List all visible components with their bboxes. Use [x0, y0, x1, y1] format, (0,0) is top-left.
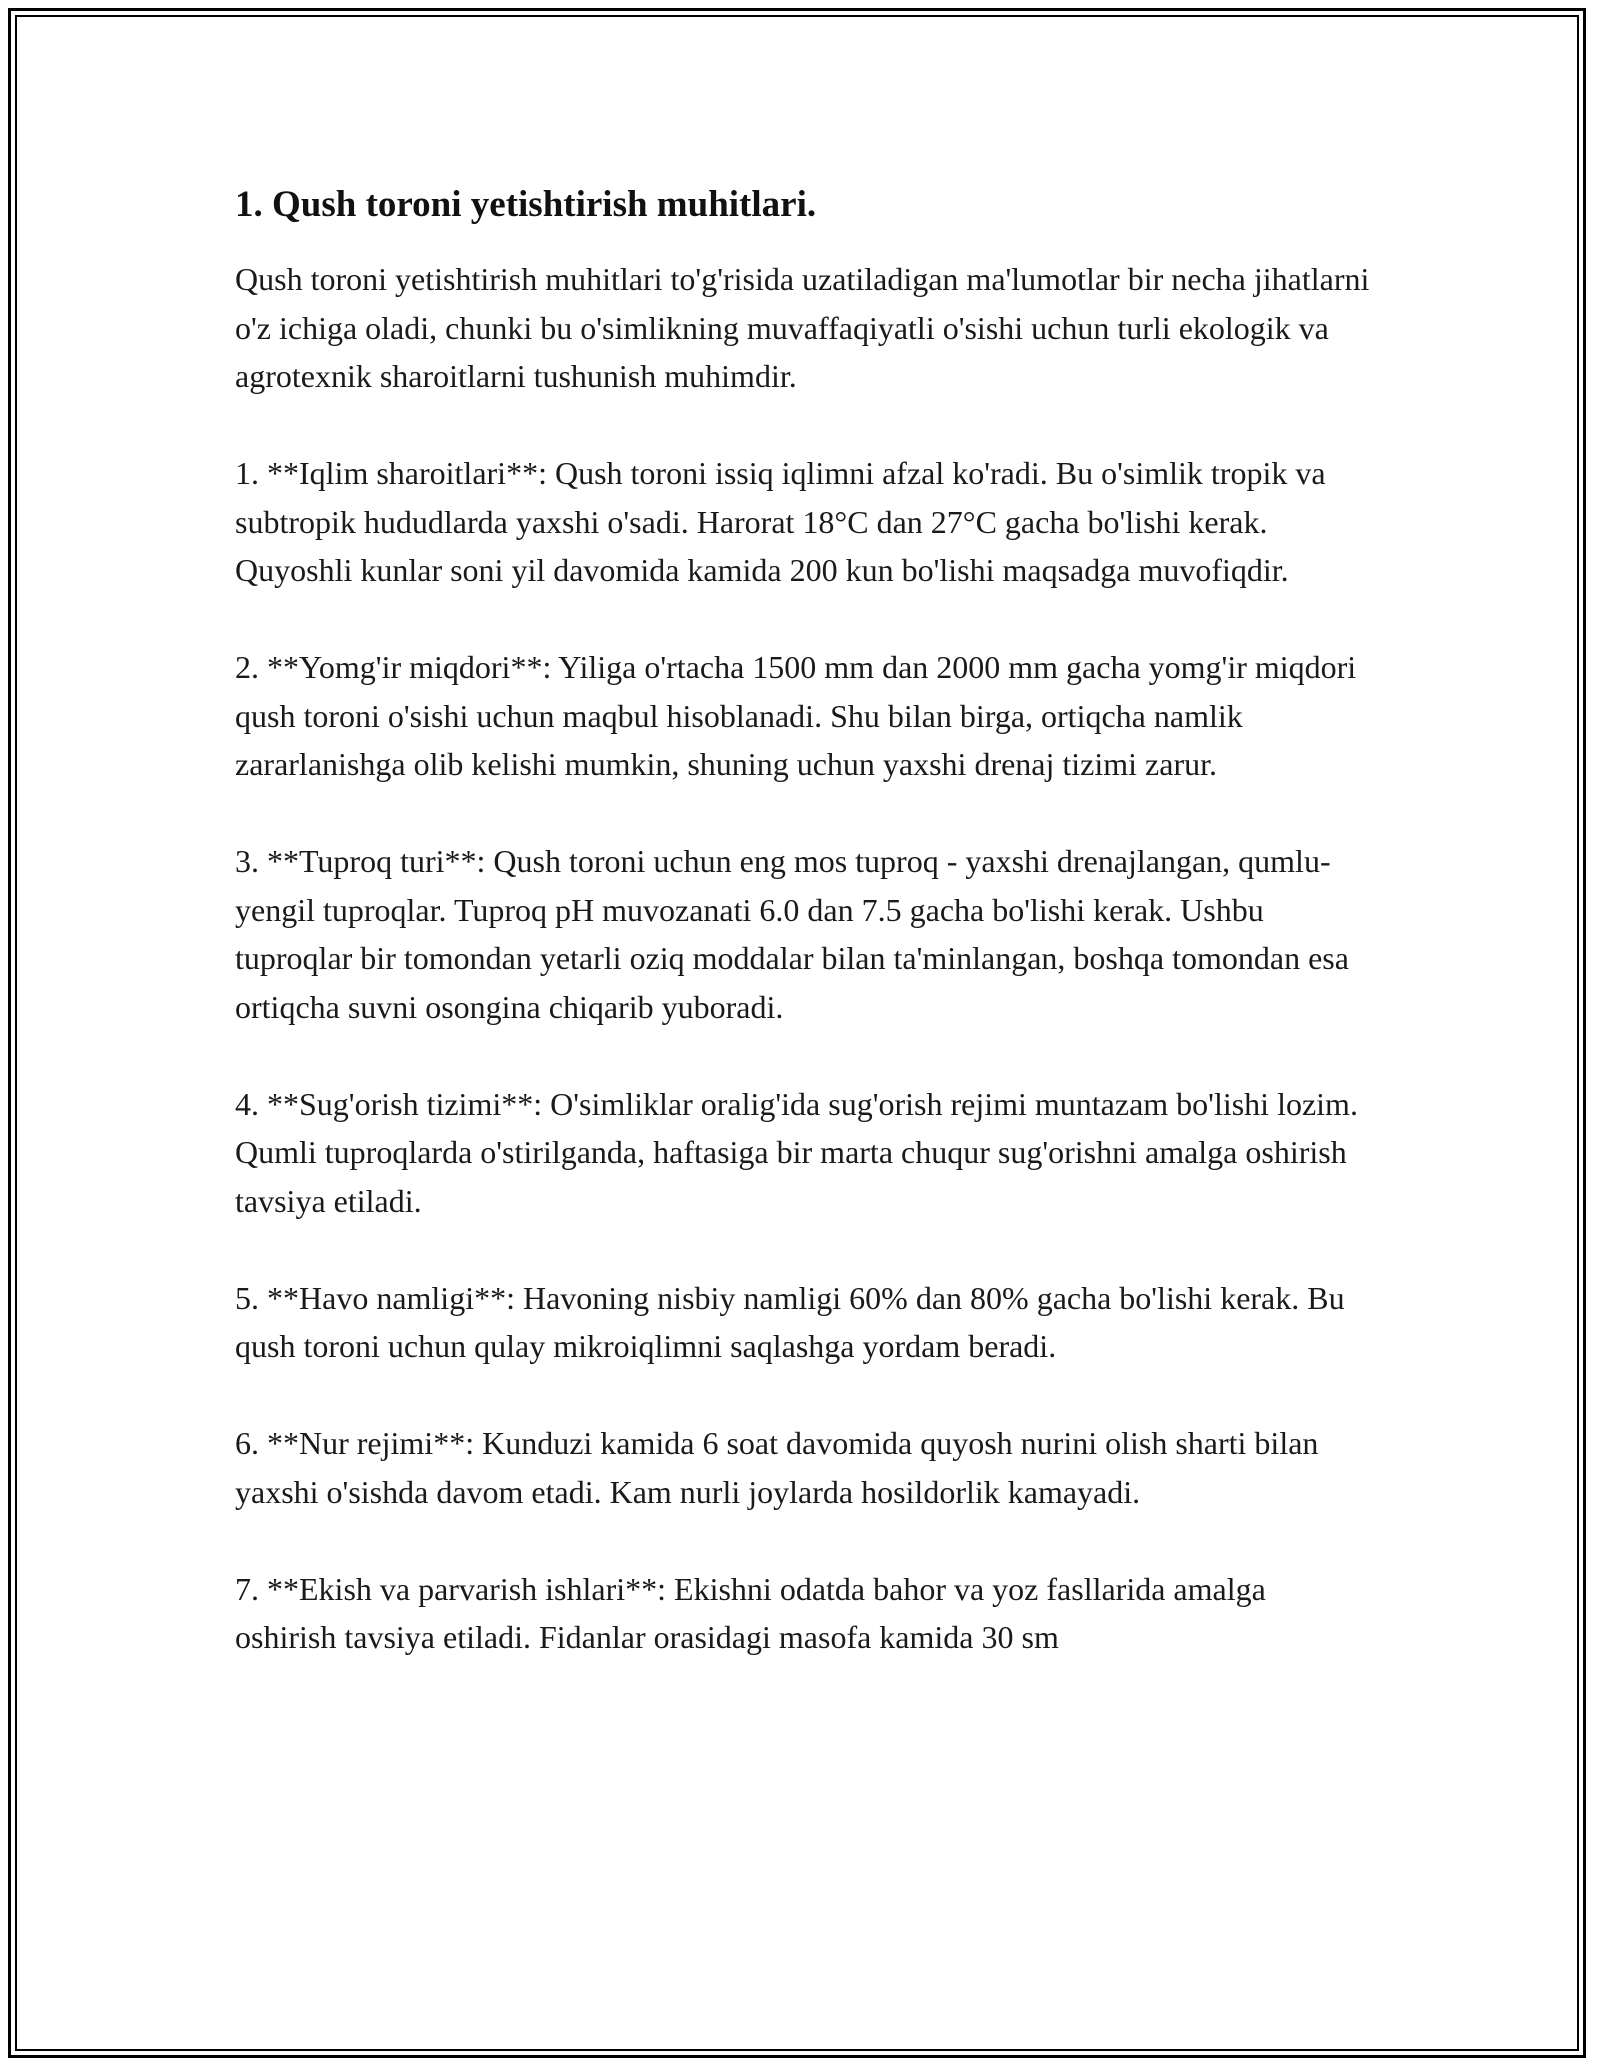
paragraph-irrigation: 4. **Sug'orish tizimi**: O'simliklar oralig'ida sug'orish rejimi muntazam bo'lishi lozim. Qumli tuproqlarda o'stirilganda, haftasiga bir marta chuqur sug'orishni amalga oshirish tavsiya etiladi. — [235, 1085, 1358, 1219]
paragraph-climate: 1. **Iqlim sharoitlari**: Qush toroni issiq iqlimni afzal ko'radi. Bu o'simlik tropik va subtropik hududlarda yaxshi o'sadi. Harorat 18°C dan 27°C gacha bo'lishi kerak. Quyoshli kunlar soni yil davomida kamida 200 kun bo'lishi maqsadga muvofiqdir. — [235, 455, 1326, 589]
paragraph-rainfall: 2. **Yomg'ir miqdori**: Yiliga o'rtacha 1500 mm dan 2000 mm gacha yomg'ir miqdori qush toroni o'sishi uchun maqbul hisoblanadi. Shu bilan birga, ortiqcha namlik zararlanishga olib kelishi mumkin, shuning uchun yaxshi drenaj tizimi zarur. — [235, 649, 1357, 783]
paragraph-light: 6. **Nur rejimi**: Kunduzi kamida 6 soat davomida quyosh nurini olish sharti bilan yaxshi o'sishda davom etadi. Kam nurli joylarda hosildorlik kamayadi. — [235, 1425, 1319, 1510]
paragraph-humidity: 5. **Havo namligi**: Havoning nisbiy namligi 60% dan 80% gacha bo'lishi kerak. Bu qush toroni uchun qulay mikroiqlimni saqlashga yordam beradi. — [235, 1279, 1345, 1365]
paragraph-soil: 3. **Tuproq turi**: Qush toroni uchun eng mos tuproq - yaxshi drenajlangan, qumlu-yengil tuproqlar. Tuproq pH muvozanati 6.0 dan 7.5 gacha bo'lishi kerak. Ushbu tuproqlar bir tomondan yetarli oziq moddalar bilan ta'minlangan, boshqa tomondan esa ortiqcha suvni osongina chiqarib yuboradi. — [235, 843, 1349, 1025]
paragraph-planting: 7. **Ekish va parvarish ishlari**: Ekishni odatda bahor va yoz fasllarida amalga oshirish tavsiya etiladi. Fidanlar orasidagi masofa kamida 30 sm — [235, 1570, 1266, 1656]
document-title: 1. Qush toroni yetishtirish muhitlari. — [235, 184, 817, 225]
intro-paragraph: Qush toroni yetishtirish muhitlari to'g'risida uzatiladigan ma'lumotlar bir necha jihatlarni o'z ichiga oladi, chunki bu o'simlikning muvaffaqiyatli o'sishi uchun turli ekologik va agrotexnik sharoitlarni tushunish muhimdir. — [235, 261, 1370, 395]
document-body — [235, 183, 1375, 1710]
